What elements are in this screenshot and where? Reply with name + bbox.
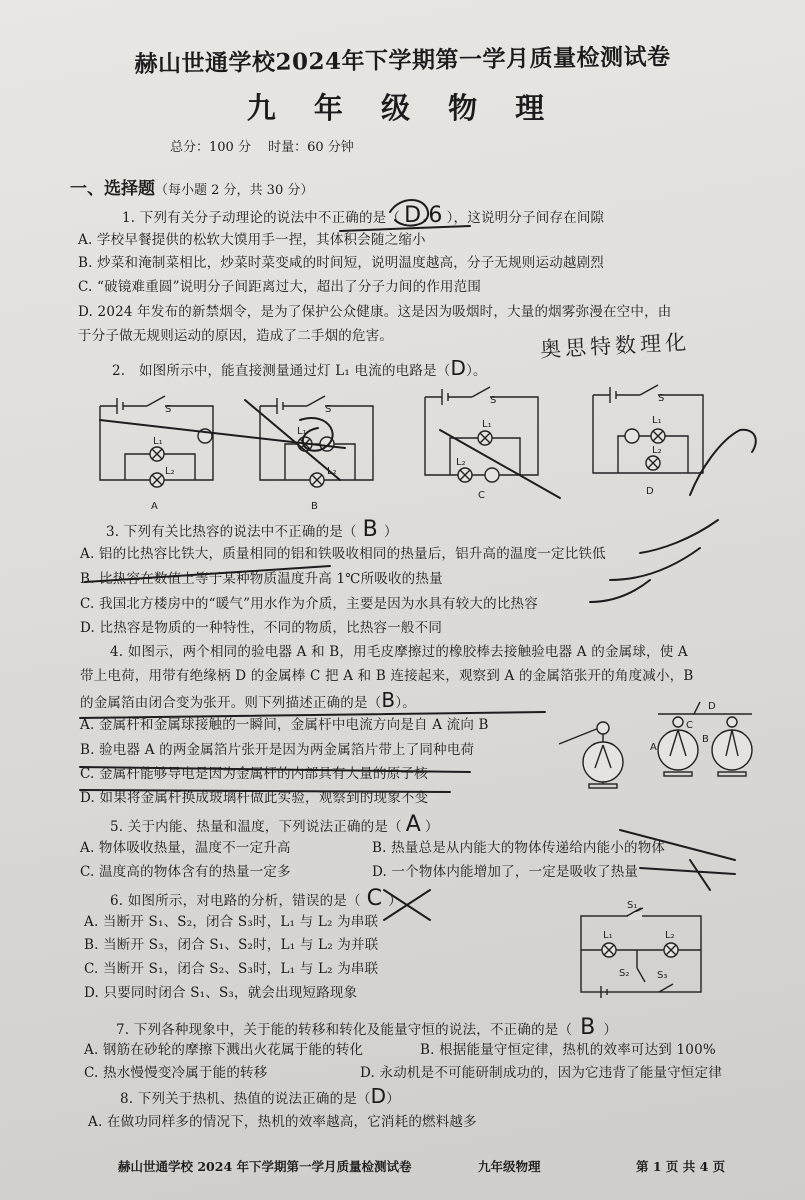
- q3-stem-text: 3. 下列有关比热容的说法中不正确的是（: [106, 524, 357, 540]
- electroscope-label-b: B: [702, 734, 709, 745]
- q4-answer: B: [381, 688, 396, 712]
- q3-option-c: C. 我国北方楼房中的“暖气”用水作为介质，主要是因为水具有较大的比热容: [80, 596, 538, 612]
- tick-q3-b: [610, 548, 700, 580]
- q4-option-b: B. 验电器 A 的两金属箔片张开是因为两金属箔片带上了同种电荷: [80, 742, 475, 758]
- q3-option-a: A. 铝的比热容比铁大，质量相同的铝和铁吸收相同的热量后，铝升高的温度一定比铁低: [80, 546, 606, 562]
- q1-stem-tail: ），这说明分子间存在间隙: [446, 210, 605, 226]
- tutoring-stamp: 奥思特数理化: [539, 330, 691, 362]
- circuit-c-label: C: [478, 490, 485, 501]
- q3-option-b: B. 比热容在数值上等于某种物质温度升高 1℃所吸收的热量: [80, 571, 443, 587]
- q1-option-d-line1: D. 2024 年发布的新禁烟令，是为了保护公众健康。这是因为吸烟时，大量的烟雾弥漫在空中，由: [78, 304, 672, 320]
- section-note: （每小题 2 分，共 30 分）: [155, 183, 314, 198]
- q5-option-b: B. 热量总是从内能大的物体传递给内能小的物体: [372, 840, 666, 856]
- q4-stem-line3: [80, 688, 416, 712]
- q1-stem-text: 1. 下列有关分子动理论的说法中不正确的是（: [122, 210, 401, 226]
- q4-stem-text: 的金属箔由闭合变为张开。则下列描述正确的是（: [80, 695, 382, 711]
- circuit-a-lamp2-label: L₂: [165, 466, 175, 477]
- circuit-a-switch-label: S: [165, 404, 172, 415]
- q7-stem-text: 7. 下列各种现象中，关于能的转移和转化及能量守恒的说法，不正确的是（: [116, 1022, 573, 1038]
- q2-stem-text: 2. 如图所示中，能直接测量通过灯 L₁ 电流的电路是（: [112, 363, 451, 379]
- q7-option-a: A. 钢筋在砂轮的摩擦下溅出火花属于能的转化: [84, 1042, 364, 1058]
- q1-option-b: B. 炒菜和淹制菜相比，炒菜时菜变咸的时间短，说明温度越高，分子无规则运动越剧烈: [78, 255, 605, 271]
- q1-option-d-line2: 于分子做无规则运动的原因，造成了二手烟的危害。: [78, 328, 394, 344]
- circuit-d-switch-label: S: [658, 393, 665, 404]
- q3-option-d: D. 比热容是物质的一种特性，不同的物质，比热容一般不同: [80, 620, 443, 636]
- q5-option-a: A. 物体吸收热量，温度不一定升高: [80, 840, 291, 856]
- footer-title: 赫山世通学校 2024 年下学期第一学月质量检测试卷: [118, 1159, 412, 1174]
- q3-answer: B: [362, 517, 378, 542]
- q6-stem-text: 6. 如图所示，对电路的分析，错误的是（: [110, 893, 361, 909]
- q8-stem-text: 8. 下列关于热机、热值的说法正确的是（: [120, 1091, 371, 1107]
- circuit-a-lamp1-label: L₁: [153, 436, 163, 447]
- circuit-a-label: A: [151, 501, 158, 512]
- q8-option-a: A. 在做功同样多的情况下，热机的效率越高，它消耗的燃料越多: [88, 1114, 477, 1130]
- q7-option-b: B. 根据能量守恒定律，热机的效率可达到 100%: [420, 1042, 716, 1058]
- tick-q3-a: [640, 520, 718, 553]
- circuit-c-switch-label: S: [490, 395, 497, 406]
- q4-stem-close: ）。: [395, 695, 416, 711]
- q8-stem-close: ）: [386, 1091, 400, 1107]
- q7-answer: B: [580, 1015, 596, 1040]
- q2-stem-close: ）。: [466, 363, 487, 379]
- q1-answer: D.6: [404, 203, 443, 228]
- q3-stem: [106, 517, 398, 542]
- circuit-b-switch-label: S: [325, 404, 332, 415]
- q7-stem: [116, 1015, 617, 1040]
- circuit-d-label: D: [646, 486, 654, 497]
- q4-option-c: C. 金属杆能够导电是因为金属杆的内部具有大量的原子核: [80, 766, 428, 782]
- strike-q5-d: [640, 860, 735, 890]
- q5-answer: A: [405, 812, 422, 837]
- exam-title: 赫山世通学校2024年下学期第一学月质量检测试卷: [134, 43, 671, 78]
- circuit-figure-b: [255, 392, 380, 512]
- tick-q3-c: [590, 580, 650, 602]
- q5-option-c: C. 温度高的物体含有的热量一定多: [80, 864, 291, 880]
- q5-stem-text: 5. 关于内能、热量和温度，下列说法正确的是（: [110, 819, 402, 835]
- q8-answer: D: [370, 1084, 387, 1108]
- electroscope-label-a: A: [650, 742, 657, 753]
- q6-label-s1: S₁: [627, 900, 638, 911]
- q5-option-d: D. 一个物体内能增加了，一定是吸收了热量: [372, 864, 639, 880]
- q6-label-s2: S₂: [619, 968, 630, 979]
- q5-stem-close: ）: [425, 819, 439, 835]
- q2-answer: D: [450, 356, 467, 380]
- q7-stem-close: ）: [603, 1022, 618, 1038]
- circuit-figure-d: [588, 381, 713, 501]
- q6-stem: [110, 886, 402, 911]
- footer-subject: 九年级物理: [478, 1159, 541, 1174]
- q1-option-a: A. 学校早餐提供的松软大馍用手一捏，其体积会随之缩小: [78, 232, 426, 248]
- circuit-c-lamp1-label: L₁: [482, 419, 492, 430]
- electroscope-figure-1: [555, 700, 645, 795]
- q6-option-a: A. 当断开 S₁、S₂，闭合 S₃时，L₁ 与 L₂ 为串联: [84, 914, 379, 930]
- q8-stem: [120, 1084, 400, 1108]
- q4-option-d: D. 如果将金属杆换成玻璃杆做此实验，观察到的现象不变: [80, 790, 429, 806]
- footer-page: 第 1 页 共 4 页: [636, 1159, 726, 1174]
- exam-meta: 总分：100 分 时量：60 分钟: [170, 140, 354, 155]
- q4-stem-line1: 4. 如图示，两个相同的验电器 A 和 B，用毛皮摩擦过的橡胶棒去接触验电器 A 的金属球，使 A: [110, 644, 688, 660]
- q4-stem-line2: 带上电荷，用带有绝缘柄 D 的金属棒 C 把 A 和 B 连接起来，观察到 A 的金属箔张开的角度减小，B: [80, 668, 694, 684]
- circuit-d-lamp1-label: L₁: [652, 415, 662, 426]
- q6-label-l1: L₁: [603, 930, 613, 941]
- q6-label-s3: S₃: [657, 970, 668, 981]
- exam-subject: 九 年 级 物 理: [246, 91, 559, 125]
- q6-answer: C: [366, 886, 383, 911]
- circuit-b-lamp1-label: L₁: [297, 426, 307, 437]
- circuit-d-lamp2-label: L₂: [652, 445, 662, 456]
- q6-label-l2: L₂: [665, 930, 675, 941]
- rod-label-c: C: [686, 720, 693, 731]
- q6-option-c: C. 当断开 S₁，闭合 S₂、S₃时，L₁ 与 L₂ 为串联: [84, 961, 379, 977]
- q6-circuit-figure: [575, 898, 710, 1003]
- q7-option-d: D. 永动机是不可能研制成功的，因为它违背了能量守恒定律: [360, 1065, 723, 1081]
- circuit-c-lamp2-label: L₂: [456, 457, 466, 468]
- circuit-figure-a: [95, 392, 220, 512]
- q4-option-a: A. 金属杆和金属球接触的一瞬间，金属杆中电流方向是自 A 流向 B: [80, 717, 489, 733]
- q5-stem: [110, 812, 439, 837]
- electroscope-figure-2: [650, 700, 760, 795]
- q6-option-b: B. 当断开 S₃，闭合 S₁、S₂时，L₁ 与 L₂ 为并联: [84, 937, 379, 953]
- q6-stem-close: ）: [388, 893, 402, 909]
- handle-label-d: D: [708, 701, 716, 712]
- circuit-b-lamp2-label: L₂: [327, 466, 337, 477]
- circuit-b-label: B: [311, 501, 318, 512]
- q1-option-c: C. “破镜难重圆”说明分子间距离过大，超出了分子力间的作用范围: [78, 279, 482, 295]
- section-title: 一、选择题: [70, 179, 155, 199]
- q7-option-c: C. 热水慢慢变冷属于能的转移: [84, 1065, 268, 1081]
- q2-stem: [112, 356, 487, 380]
- q3-stem-close: ）: [383, 524, 398, 540]
- q1-stem: [122, 203, 604, 228]
- circuit-figure-c: [420, 383, 545, 503]
- section-heading: [70, 174, 313, 199]
- q6-option-d: D. 只要同时闭合 S₁、S₃，就会出现短路现象: [84, 985, 358, 1001]
